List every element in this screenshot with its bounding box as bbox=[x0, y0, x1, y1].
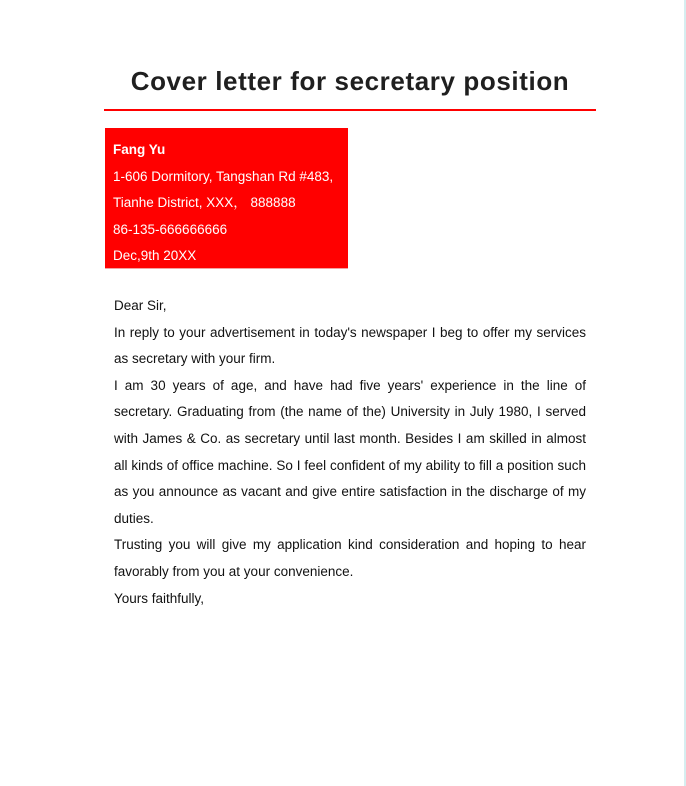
contact-info-box bbox=[105, 128, 348, 268]
sender-phone: 86-135-666666666 bbox=[113, 221, 228, 237]
closing: Yours faithfully, bbox=[114, 590, 205, 606]
letter-date: Dec,9th 20XX bbox=[113, 248, 197, 264]
salutation: Dear Sir, bbox=[114, 298, 167, 313]
letter-body bbox=[114, 293, 586, 612]
sender-name: Fang Yu bbox=[113, 142, 166, 157]
letter-paragraph: Trusting you will give my application kind consideration and hoping to hear favorably from you at your convenience. bbox=[114, 537, 586, 579]
sender-address-line1: 1-606 Dormitory, Tangshan Rd #483, bbox=[113, 168, 334, 184]
sender-address-line2: Tianhe District, XXX， 888888 bbox=[113, 195, 296, 211]
letter-paragraph: I am 30 years of age, and have had five years' experience in the line of secretary. Graduating from (the name of the) University in July 1980, I served with James & Co. as secretary until last month. Besides I am skilled in almost all kinds of office machine. So I feel confident of my ability to fill a position such as you announce as vacant and give entire satisfaction in the discharge of my duties. bbox=[114, 377, 586, 526]
document-title: Cover letter for secretary position bbox=[130, 66, 570, 96]
title-divider bbox=[104, 109, 596, 111]
letter-paragraph: In reply to your advertisement in today's newspaper I beg to offer my services as secretary with your firm. bbox=[114, 324, 586, 367]
